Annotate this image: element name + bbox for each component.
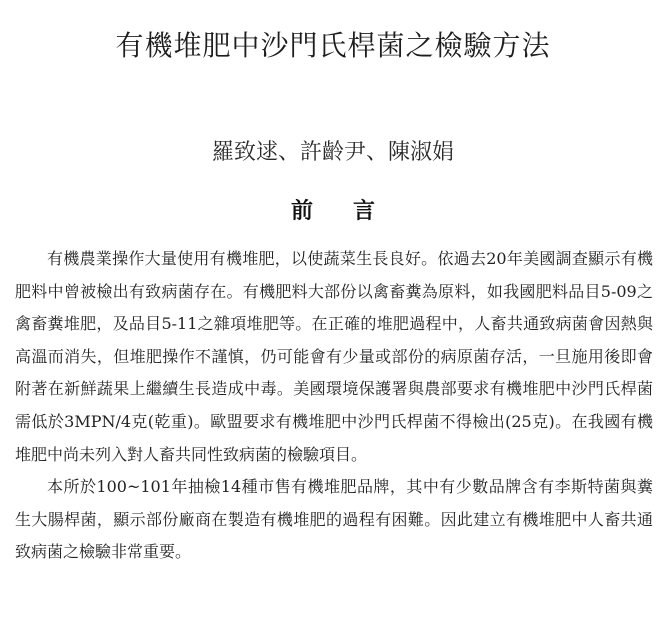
document-title: 有機堆肥中沙門氏桿菌之檢驗方法	[115, 29, 551, 62]
section-heading-preface: 前言	[290, 198, 415, 224]
author-list: 羅致逑、許齡尹、陳淑娟	[211, 140, 454, 165]
paragraph-2: 本所於100~101年抽檢14種市售有機堆肥品牌，其中有少數品牌含有李斯特菌與糞生大腸桿菌，顯示部份廠商在製造有機堆肥的過程有困難。因此建立有機堆肥中人畜共通致病菌之檢驗非常重要。	[15, 477, 653, 562]
paragraph-1: 有機農業操作大量使用有機堆肥，以使蔬菜生長良好。依過去20年美國調查顯示有機肥料中曾被檢出有致病菌存在。有機肥料大部份以禽畜糞為原料，如我國肥料品目5-09之禽畜糞堆肥，及品目5-11之雜項堆肥等。在正確的堆肥過程中，人畜共通致病菌會因熱與高溫而消失，但堆肥操作不謹慎，仍可能會有少量或部份的病原菌存活，一旦施用後即會附著在新鮮蔬果上繼續生長造成中毒。美國環境保護署與農部要求有機堆肥中沙門氏桿菌需低於3MPN/4克(乾重)。歐盟要求有機堆肥中沙門氏桿菌不得檢出(25克)。在我國有機堆肥中尚未列入對人畜共同性致病菌的檢驗項目。	[15, 249, 653, 464]
body-text	[15, 243, 653, 569]
